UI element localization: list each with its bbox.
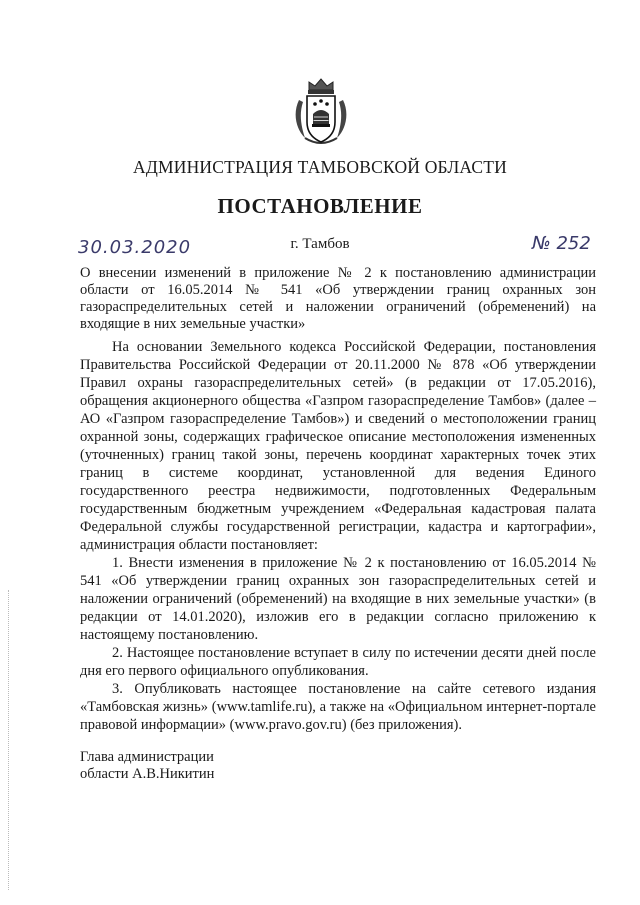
signatory-name: области А.В.Никитин	[80, 766, 215, 782]
document-body	[80, 338, 596, 734]
document-type-title: ПОСТАНОВЛЕНИЕ	[217, 194, 423, 218]
signature-block	[80, 749, 214, 783]
document-date: 30.03.2020	[78, 237, 192, 258]
signatory-title: Глава администрации	[80, 749, 214, 765]
preamble-paragraph: На основании Земельного кодекса Российской Федерации, постановления Правительства Российской Федерации от 20.11.2000 № 878 «Об утверждении Правил охраны газораспределительных сетей» (в редакции от 17.05.2016), обращения акционерного общества «Газпром газораспределение Тамбов» (далее – АО «Газпром газораспределение Тамбов») и сведений о местоположении границ охранной зоны, содержащих графическое описание местоположения измененных (уточненных) границ такой зоны, перечень координат характерных точек этих границ в системе координат, установленной для ведения Единого государственного реестра недвижимости, подготовленных Федеральным государственным бюджетным учреждением «Федеральная кадастровая палата Федеральной службы государственной регистрации, кадастра и картографии», администрация области постановляет:	[80, 339, 596, 553]
document-city: г. Тамбов	[290, 236, 350, 252]
item-3-paragraph: 3. Опубликовать настоящее постановление на сайте сетевого издания «Тамбовская жизнь» (www.tamlife.ru), а также на «Официальном интернет-портале правовой информации» (www.pravo.gov.ru) (без приложения).	[80, 681, 596, 733]
document-number: № 252	[532, 233, 591, 254]
item-1-paragraph: 1. Внести изменения в приложение № 2 к постановлению от 16.05.2014 № 541 «Об утверждении границ охранных зон газораспределительных сетей и наложении ограничений (обременений) на входящие в них земельные участки» (в редакции от 14.01.2020), изложив его в редакции согласно приложению к настоящему постановлению.	[80, 555, 596, 643]
coat-of-arms-icon	[291, 76, 351, 148]
scan-margin-marks	[8, 590, 11, 890]
organization-name: АДМИНИСТРАЦИЯ ТАМБОВСКОЙ ОБЛАСТИ	[133, 157, 507, 177]
item-2-paragraph: 2. Настоящее постановление вступает в силу по истечении десяти дней после дня его первого официального опубликования.	[80, 645, 596, 679]
document-subject: О внесении изменений в приложение № 2 к постановлению администрации области от 16.05.2014 № 541 «Об утверждении границ охранных зон газораспределительных сетей и наложении ограничений (обременений) на входящие в них земельные участки»	[80, 265, 596, 332]
